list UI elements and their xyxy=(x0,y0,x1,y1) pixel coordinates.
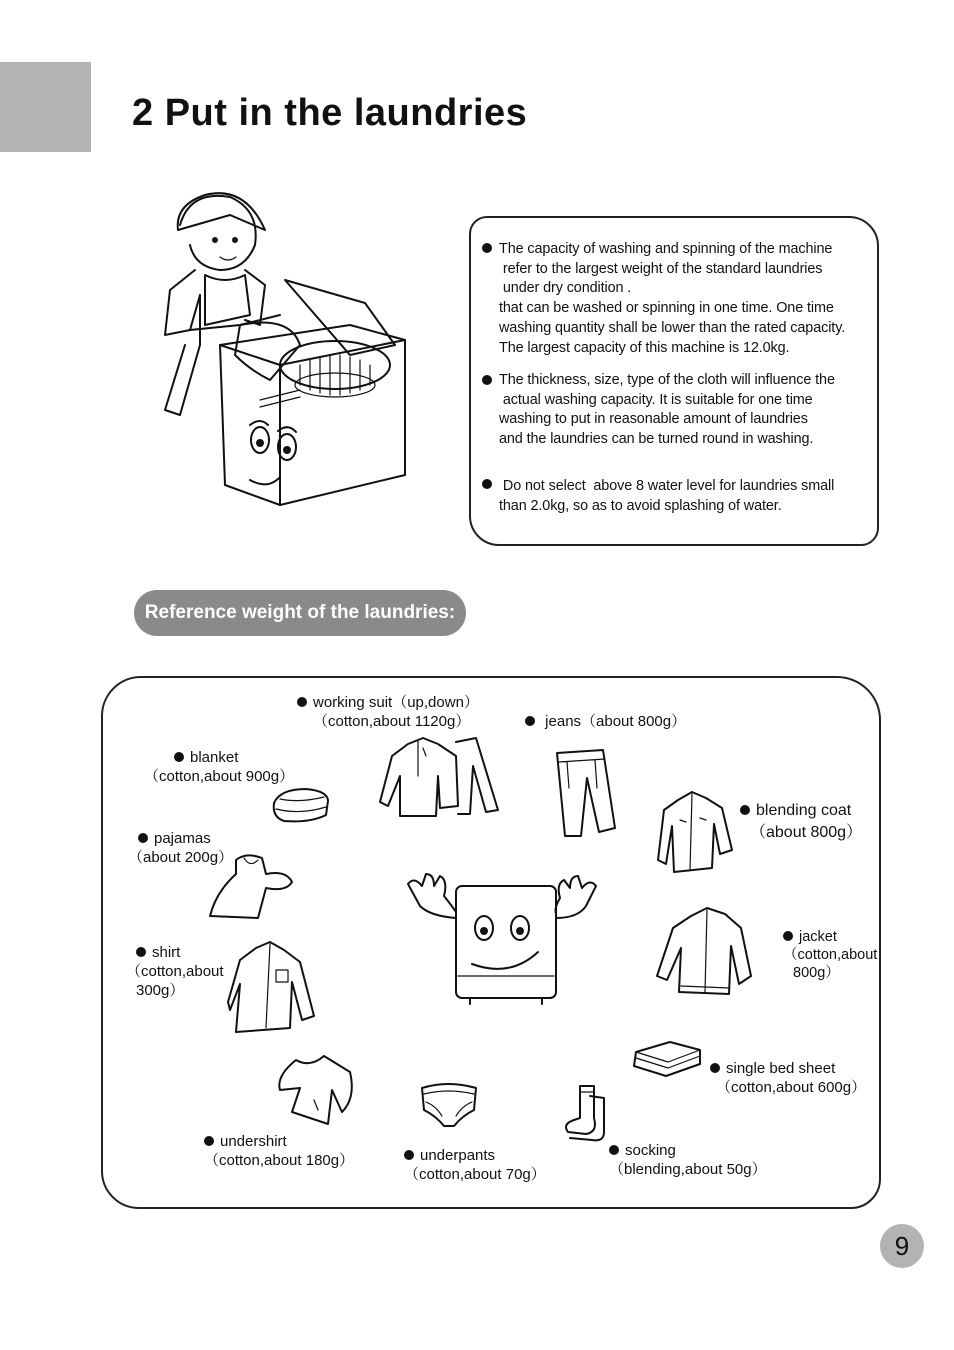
item-working-suit: working suit（up,down） （cotton,about 1120g） xyxy=(297,693,479,731)
note-thickness: The thickness, size, type of the cloth will influence the actual washing capacity. It is suitable for one time washing to put in reasonable amount of laundries and the laundries can be turned round in washing. xyxy=(499,372,835,448)
note-water-level: Do not select above 8 water level for laundries small than 2.0kg, so as to avoid splashing of water. xyxy=(499,478,835,514)
item-jeans: jeans（about 800g） xyxy=(525,712,686,731)
capacity-notes-box xyxy=(469,216,879,546)
socks-icon xyxy=(560,1082,610,1144)
underpants-icon xyxy=(418,1080,480,1130)
item-single-bed-sheet: single bed sheet （cotton,about 600g） xyxy=(710,1059,866,1097)
item-shirt: shirt （cotton,about 300g） xyxy=(126,944,224,999)
item-jacket: jacket （cotton,about 800g） xyxy=(783,929,878,981)
corner-tab xyxy=(0,62,91,152)
item-blending-coat: blending coat （about 800g） xyxy=(740,800,862,844)
blending-coat-icon xyxy=(656,790,734,874)
page-number: 9 xyxy=(880,1224,924,1268)
shirt-icon xyxy=(226,940,318,1035)
note-bullet xyxy=(482,479,492,489)
jeans-icon xyxy=(555,748,620,840)
woman-loading-washer-illustration xyxy=(150,185,420,515)
undershirt-icon xyxy=(272,1050,357,1126)
item-undershirt: undershirt （cotton,about 180g） xyxy=(204,1133,355,1169)
bed-sheet-icon xyxy=(630,1038,704,1080)
washer-mascot-icon xyxy=(400,866,605,1006)
item-blanket: blanket （cotton,about 900g） xyxy=(144,749,295,785)
working-suit-icon xyxy=(378,736,503,821)
reference-heading: Reference weight of the laundries: xyxy=(134,590,466,636)
item-socking: socking （blending,about 50g） xyxy=(609,1142,767,1178)
jacket-icon xyxy=(655,906,757,998)
blanket-icon xyxy=(270,785,332,825)
item-pajamas: pajamas （about 200g） xyxy=(128,830,234,866)
item-underpants: underpants （cotton,about 70g） xyxy=(404,1147,546,1183)
page-title: 2 Put in the laundries xyxy=(132,92,528,134)
note-capacity: The capacity of washing and spinning of the machine refer to the largest weight of the standard laundries under dry condition . that can be washed or spinning in one time. One time washing quantity shall be lower than the rated capacity. The largest capacity of this machine is 12.0kg. xyxy=(499,241,846,356)
pajamas-icon xyxy=(206,852,296,920)
note-bullet xyxy=(482,243,492,253)
note-bullet xyxy=(482,375,492,385)
